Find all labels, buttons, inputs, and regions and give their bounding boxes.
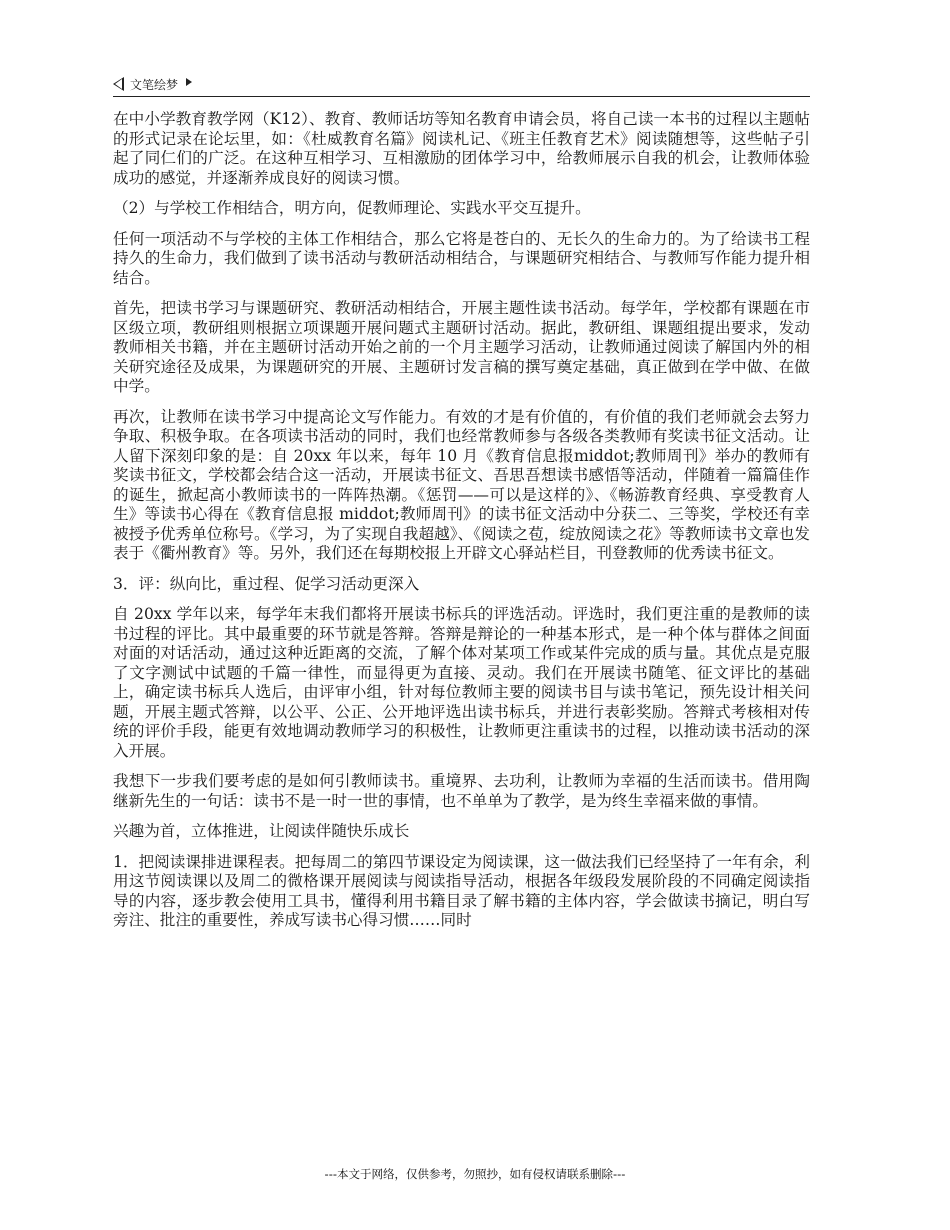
paragraph: 首先，把读书学习与课题研究、教研活动相结合，开展主题性读书活动。每学年，学校都有课题在市区级立项，教研组则根据立项课题开展问题式主题研讨活动。据此，教研组、课题组提出要求，发动教师相关书籍，并在主题研讨活动开始之前的一个月主题学习活动，让教师通过阅读了解国内外的相关研究途径及成果，为课题研究的开展、主题研讨发言稿的撰写奠定基础，真正做到在学中做、在做中学。 <box>113 299 810 395</box>
back-triangle-icon <box>113 77 124 91</box>
page-header <box>113 72 810 97</box>
section-heading: 3．评：纵向比，重过程、促学习活动更深入 <box>113 574 420 593</box>
paragraph: 再次，让教师在读书学习中提高论文写作能力。有效的才是有价值的，有价值的我们老师就会去努力争取、积极争取。在各项读书活动的同时，我们也经常教师参与各级各类教师有奖读书征文活动。让人留下深刻印象的是：自 20xx 年以来，每年 10 月《教育信息报middot;教师周刊》举办的教师有奖读书征文，学校都会结合这一活动，开展读书征文、吾思吾想读书感悟等活动，伴随着一篇篇佳作的诞生，掀起高小教师读书的一阵阵热潮。《惩罚——可以是这样的》、《畅游教育经典、享受教育人生》等读书心得在《教育信息报 middot;教师周刊》的读书征文活动中分获二、三等奖，学校还有幸被授予优秀单位称号。《学习，为了实现自我超越》、《阅读之苞，绽放阅读之花》等教师读书文章也发表于《衢州教育》等。另外，我们还在每期校报上开辟文心驿站栏目，刊登教师的优秀读书征文。 <box>113 407 810 562</box>
paragraph: 我想下一步我们要考虑的是如何引教师读书。重境界、去功利，让教师为幸福的生活而读书。借用陶继新先生的一句话：读书不是一时一世的事情，也不单单为了教学，是为终生幸福来做的事情。 <box>113 772 810 810</box>
paragraph: （2）与学校工作相结合，明方向，促教师理论、实践水平交互提升。 <box>113 199 591 217</box>
paragraph: 1．把阅读课排进课程表。把每周二的第四节课设定为阅读课，这一做法我们已经坚持了一年有余，利用这节阅读课以及周二的微格课开展阅读与阅读指导活动，根据各年级段发展阶段的不同确定阅读指导的内容，逐步教会使用工具书，懂得利用书籍目录了解书籍的主体内容，学会做读书摘记，明白写旁注、批注的重要性，养成写读书心得习惯……同时 <box>113 852 810 929</box>
paragraph: 任何一项活动不与学校的主体工作相结合，那么它将是苍白的、无长久的生命力的。为了给读书工程持久的生命力，我们做到了读书活动与教研活动相结合，与课题研究相结合、与教师写作能力提升相结合。 <box>113 229 810 287</box>
forward-triangle-icon <box>186 78 192 86</box>
paragraph: 在中小学教育教学网（K12）、教育、教师话坊等知名教育申请会员，将自己读一本书的过程以主题帖的形式记录在论坛里，如：《杜威教育名篇》阅读札记、《班主任教育艺术》阅读随想等，这些帖子引起了同仁们的广泛。在这种互相学习、互相激励的团体学习中，给教师展示自我的机会，让教师体验成功的感觉，并逐渐养成良好的阅读习惯。 <box>113 110 810 187</box>
header-title: 文笔绘梦 <box>130 77 179 92</box>
paragraph: 自 20xx 学年以来，每学年末我们都将开展读书标兵的评选活动。评选时，我们更注重的是教师的读书过程的评比。其中最重要的环节就是答辩。答辩是辩论的一种基本形式，是一种个体与群体之间面对面的对话活动，通过这种近距离的交流，了解个体对某项工作或某件完成的质与量。其优点是克服了文字测试中试题的千篇一律性，而显得更为直接、灵动。我们在开展读书随笔、征文评比的基础上，确定读书标兵人选后，由评审小组，针对每位教师主要的阅读书目与读书笔记，预先设计相关问题，开展主题式答辩，以公平、公正、公开地评选出读书标兵，并进行表彰奖励。答辩式考核相对传统的评价手段，能更有效地调动教师学习的积极性，让教师更注重读书的过程，以推动读书活动的深入开展。 <box>113 605 810 760</box>
footer-disclaimer: ---本文于网络，仅供参考，勿照抄，如有侵权请联系删除--- <box>324 1167 626 1181</box>
section-heading: 兴趣为首，立体推进，让阅读伴随快乐成长 <box>113 822 410 840</box>
document-body <box>113 110 810 942</box>
